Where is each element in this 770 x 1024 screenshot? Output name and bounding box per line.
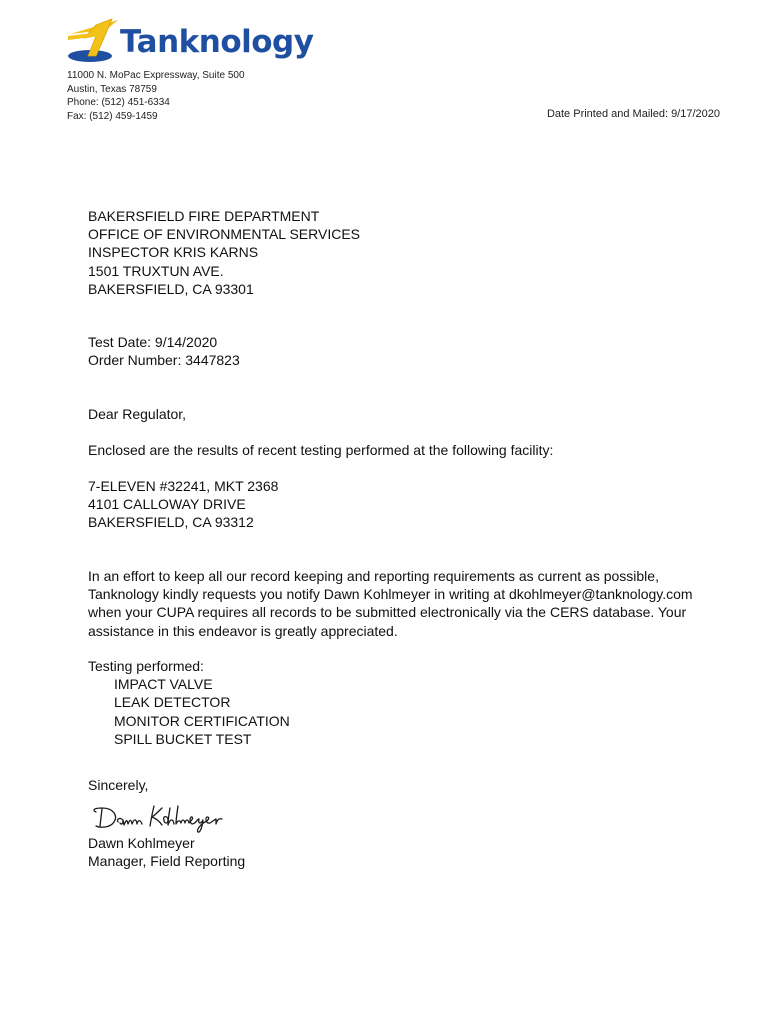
company-name: Tanknology [120,24,314,60]
test-date: Test Date: 9/14/2020 [88,334,218,350]
signer-title: Manager, Field Reporting [88,853,246,870]
notice-paragraph [88,567,728,640]
facility-line: 4101 CALLOWAY DRIVE [88,496,246,513]
signer-name: Dawn Kohlmeyer [88,835,195,851]
order-number: Order Number: 3447823 [88,352,240,369]
recipient-line: BAKERSFIELD FIRE DEPARTMENT [88,208,320,224]
facility-line: BAKERSFIELD, CA 93312 [88,514,254,531]
recipient-line: 1501 TRUXTUN AVE. [88,262,224,279]
phone-line: Phone: (512) 451-6334 [67,97,170,109]
tanknology-logo-icon [66,16,122,66]
facility-address [88,477,278,532]
notice-line: In an effort to keep all our record keeping and reporting requirements as current as possible, [88,568,659,584]
facility-line: 7-ELEVEN #32241, MKT 2368 [88,478,279,494]
notice-line: when your CUPA requires all records to be submitted electronically via the CERS database. Your [88,604,687,621]
recipient-line: INSPECTOR KRIS KARNS [88,244,259,261]
test-info [88,333,240,369]
fax-line: Fax: (512) 459-1459 [67,110,158,122]
closing: Sincerely, [88,777,149,793]
intro-paragraph: Enclosed are the results of recent testing performed at the following facility: [88,442,554,458]
list-item: IMPACT VALVE [114,676,213,693]
notice-line: Tanknology kindly requests you notify Dawn Kohlmeyer in writing at dkohlmeyer@tanknology.com [88,586,693,603]
signer-block [88,834,245,870]
list-item: MONITOR CERTIFICATION [114,712,290,729]
testing-heading: Testing performed: [88,658,204,674]
recipient-line: OFFICE OF ENVIRONMENTAL SERVICES [88,226,361,243]
address-line: Austin, Texas 78759 [67,83,157,95]
notice-line: assistance in this endeavor is greatly appreciated. [88,622,398,639]
list-item: LEAK DETECTOR [114,694,231,711]
company-address [67,69,245,123]
salutation: Dear Regulator, [88,406,187,422]
testing-performed [88,657,290,748]
signature [88,800,258,836]
handwritten-signature-image [88,800,258,836]
list-item: SPILL BUCKET TEST [114,730,252,747]
address-line: 11000 N. MoPac Expressway, Suite 500 [67,70,245,81]
recipient-line: BAKERSFIELD, CA 93301 [88,280,254,297]
date-printed: Date Printed and Mailed: 9/17/2020 [546,108,720,120]
recipient-address [88,207,360,298]
testing-list [88,675,290,748]
company-logo [66,16,338,66]
